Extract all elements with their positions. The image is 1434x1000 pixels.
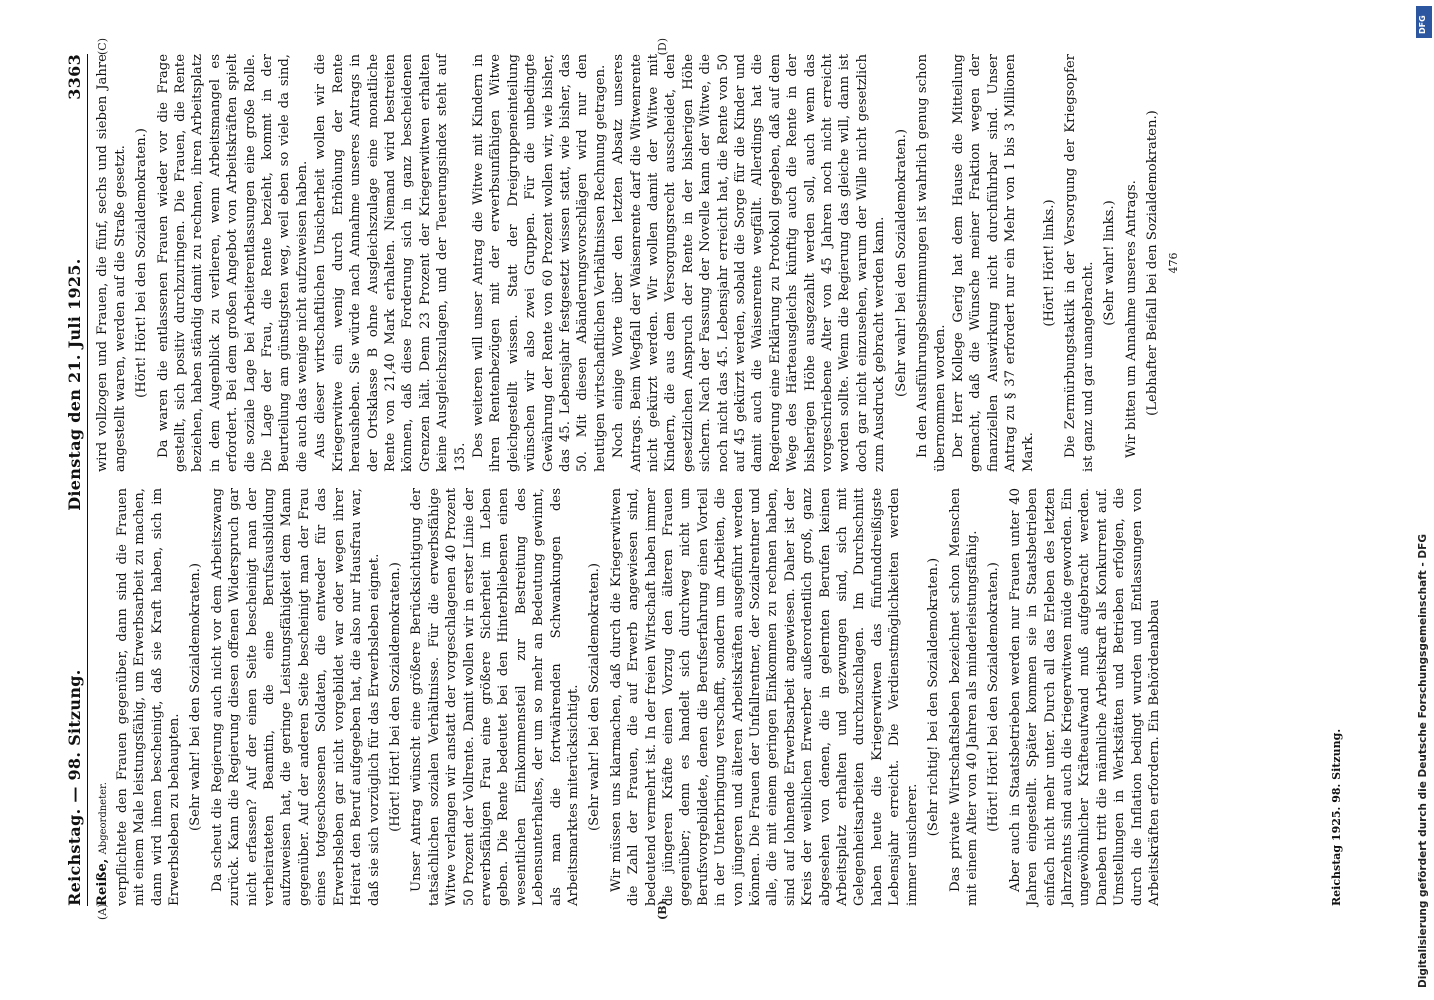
paragraph: Noch einige Worte über den letzten Absatz unseres Antrags. Beim Wegfall der Waisenrente darf die Witwenrente nicht gekürzt werden. Wir wollen damit der Witwe mit Kindern, die aus dem Versorgungsrecht ausscheidet, den gesetzlichen Anspruch der Rente in der bisherigen Höhe sichern. Nach der Fassung der Novelle kann der Witwe, die noch nicht das 45. Lebensjahr erreicht hat, die Rente von 50 auf 45 gekürzt werden, sobald die Sorge für die Kinder und damit auch die Waisenrente wegfällt. Allerdings hat die Regierung eine Erklärung zu Protokoll gegeben, daß auf dem Wege des Härteausgleichs künftig auch die Rente in der bisherigen Höhe ausgezahlt werden soll, auch wenn das vorgeschriebene Alter von 45 Jahren noch nicht erreicht worden sollte. Wenn die Regierung das gleiche will, dann ist doch gar nicht einzusehen, warum der Wille nicht gesetzlich zum Ausdruck gebracht werden kann. [611,54,888,472]
interjection: (Sehr richtig! bei den Sozialdemokraten.) [926,557,942,837]
paragraph: Wir bitten um Annahme unseres Antrags. [1123,180,1139,458]
speaker-role: Abgeordneter. [98,782,110,855]
page-header [66,54,88,906]
interjection: (Hört! Hört! links.) [1041,199,1057,327]
digitization-note: Digitalisierung gefördert durch die Deutsche Forschungsgemeinschaft - DFG [1417,534,1429,988]
right-column [94,54,1324,472]
paragraph: Der Herr Kollege Gerig hat dem Hause die Mitteilung gemacht, daß die Wünsche meiner Fraktion wegen der finanziellen Auswirkung nicht durchführbar sind. Unser Antrag zu § 37 erfordert nur ein Mehr von 1 bis 3 Millionen Mark. [950,54,1036,472]
paragraph: wird vollzogen und Frauen, die fünf, sechs und sieben Jahre angestellt waren, werden auf die Straße gesetzt. [95,54,128,472]
document-page [60,40,1400,920]
paragraph: In den Ausführungsbestimmungen ist wahrlich genug schon übernommen worden. [915,54,948,472]
paragraph: Die Zermürbungstaktik in der Versorgung der Kriegsopfer ist ganz und gar unangebracht. [1063,54,1096,472]
interjection: (Sehr wahr! links.) [1102,200,1118,326]
margin-mark-c: (C) [96,38,110,55]
interjection: (Sehr wahr! bei den Sozialdemokraten.) [188,563,204,831]
margin-mark-a: (A) [96,903,110,920]
header-date: Dienstag den 21. Juli 1925. [65,258,84,511]
text-columns [94,38,1324,920]
paragraph: Unser Antrag wünscht eine größere Berücksichtigung der tatsächlichen sozialen Verhältnisse. Für die erwerbsfähige Witwe verlangen wir anstatt der vorgeschlagenen 40 Prozent 50 Prozent der Vollrente. Damit wollen wir in erster Linie der erwerbsfähigen Frau eine größere Sicherheit im Leben geben. Die Rente bedeutet bei den Hinterbliebenen einen wesentlichen Einkommensteil zur Bestreitung des Lebensunterhaltes, der um so mehr an Bedeutung gewinnt, als man die fortwährenden Schwankungen des Arbeitsmarktes miterücksichtigt. [409,488,581,906]
interjection: (Hört! Hört! bei den Sozialdemokraten.) [134,128,150,398]
interjection: (Sehr wahr! bei den Sozialdemokraten.) [587,563,603,831]
interjection: (Hört! Hört! bei den Sozialdemokraten.) [387,562,403,832]
header-left: Reichstag. — 98. Sitzung. [65,669,84,906]
speaker-line [94,488,112,906]
paragraph: Des weiteren will unser Antrag die Witwe mit Kindern in ihren Rentenbezügen mit der erwerbsunfähigen Witwe gleichgestellt wissen. Statt der Dreigruppeneinteilung wünschen wir also zwei Gruppen. Für die unbedingte Gewährung der Rente von 60 Prozent wollen wir, wie bisher, das 45. Lebensjahr festgesetzt wissen statt, wie bisher, das 50. Mit diesen Abänderungsvorschlägen wird nur den heutigen wirtschaftlichen Verhältnissen Rechnung getragen. [470,54,608,472]
paragraph: Wir müssen uns klarmachen, daß durch die Kriegerwitwen die Zahl der Frauen, die auf Erwerb angewiesen sind, bedeutend vermehrt ist. In der freien Wirtschaft haben immer die jüngeren Kräfte einen Vorzug den älteren Frauen gegenüber; denn es handelt sich durchweg nicht um Berufsvorgebildete, denen die Berufserfahrung einen Vorteil in der Unterbringung verschafft, sondern um Arbeiten, die von jüngeren und älteren Arbeitskräften ausgeführt werden können. Die Frauen der Unfallrentner, der Sozialrentner und alle, die mit einem geringen Einkommen zu rechnen haben, sind auf lohnende Erwerbsarbeit angewiesen. Daher ist der Kreis der weiblichen Erwerber außerordentlich groß, ganz abgesehen von denen, die in gelernten Berufen keinen Arbeitsplatz erhalten und gezwungen sind, sich mit Gelegenheitsarbeiten durchzuschlagen. Im Durchschnitt haben heute die Kriegerwitwen das fünfunddreißigste Lebensjahr erreicht. Die Verdienstmöglichkeiten werden immer unsicherer. [608,488,920,906]
margin-mark-b: (B) [656,900,670,920]
interjection: (Sehr wahr! bei den Sozialdemokraten.) [893,129,909,397]
paragraph: Da scheut die Regierung auch nicht vor dem Arbeitszwang zurück. Kann die Regierung diesen offenen Widerspruch gar nicht erfassen? Auf der einen Seite bescheinigt man der verheirateten Beamtin, die eine Berufsausbildung aufzuweisen hat, die geringe Leistungsfähigkeit dem Mann gegenüber. Auf der anderen Seite bescheinigt man der Frau eines totgeschossenen Soldaten, die entweder für das Erwerbsleben gar nicht vorgebildet war oder wegen ihrer Heirat den Beruf aufgegeben hat, die also nur Hausfrau war, daß sie sich vorzüglich für das Erwerbsleben eignet. [209,488,382,906]
paragraph: Aber auch in Staatsbetrieben werden nur Frauen unter 40 Jahren eingestellt. Später kommen sie in Staatsbetrieben einfach nicht mehr unter. Durch all das Erleben des letzten Jahrzehnts sind auch die Kriegerwitwen müde geworden. Ein ungewöhnlicher Kräfteaufwand muß aufgebracht werden. Daneben tritt die männliche Arbeitskraft als Konkurrent auf. Umstellungen in Werkstätten und Betrieben erfolgen, die durch die Inflation bedingt wurden und Entlassungen von Arbeitskräften erfordern. Ein Behördenabbau [1007,488,1162,906]
page-number: 3363 [65,54,84,100]
left-column [94,488,1324,906]
page-footer [1328,54,1345,906]
paragraph: Aus dieser wirtschaftlichen Unsicherheit wollen wir die Kriegerwitwe ein wenig durch Erhöhung der Rente herausheben. Sie würde nach Annahme unseres Antrags in der Ortsklasse B ohne Ausgleichszulage eine monatliche Rente von 21,40 Mark erhalten. Niemand wird bestreiten können, daß diese Forderung sich in ganz bescheidenen Grenzen hält. Denn 23 Prozent der Kriegerwitwen erhalten keine Ausgleichszulagen, und der Teuerungsindex steht auf 135. [313,54,468,472]
interjection: (Lebhafter Beifall bei den Sozialdemokraten.) [1144,110,1160,416]
dfg-logo: DFG [1416,6,1432,38]
interjection: (Hört! Hört! bei den Sozialdemokraten.) [986,562,1002,832]
paragraph: Das private Wirtschaftsleben bezeichnet schon Menschen mit einem Alter von 40 Jahren als minderleistungsfähig. [947,488,980,906]
signature-mark: 476 [1167,252,1181,274]
paragraph: verpflichtete den Frauen gegenüber, dann sind die Frauen mit einem Male leistungsfähig, um Erwerbsarbeit zu machen, dann wird ihnen bescheinigt, daß sie Kraft haben, sich im Erwerbsleben zu behaupten. [114,488,183,906]
digitization-sidebar [1414,0,1434,1000]
paragraph: Da waren die entlassenen Frauen wieder vor die Frage gestellt, sich positiv durchzuringen. Die Frauen, die Rente beziehen, haben ständig damit zu rechnen, ihren Arbeitsplatz in dem Augenblick zu verlieren, wenn Arbeitsmangel es erfordert. Bei dem großen Angebot von Arbeitskräften spielt die soziale Lage bei Arbeiterentlassungen eine große Rolle. Die Lage der Frau, die Rente bezieht, kommt in der Beurteilung am günstigsten weg, weil eben so viele da sind, die auch das wenige nicht aufzuweisen haben. [155,54,310,472]
footer-left: Reichstag 1925. 98. Sitzung. [1330,728,1344,906]
speaker-name: Reiße, [95,858,111,906]
margin-mark-d: (D) [656,38,670,56]
